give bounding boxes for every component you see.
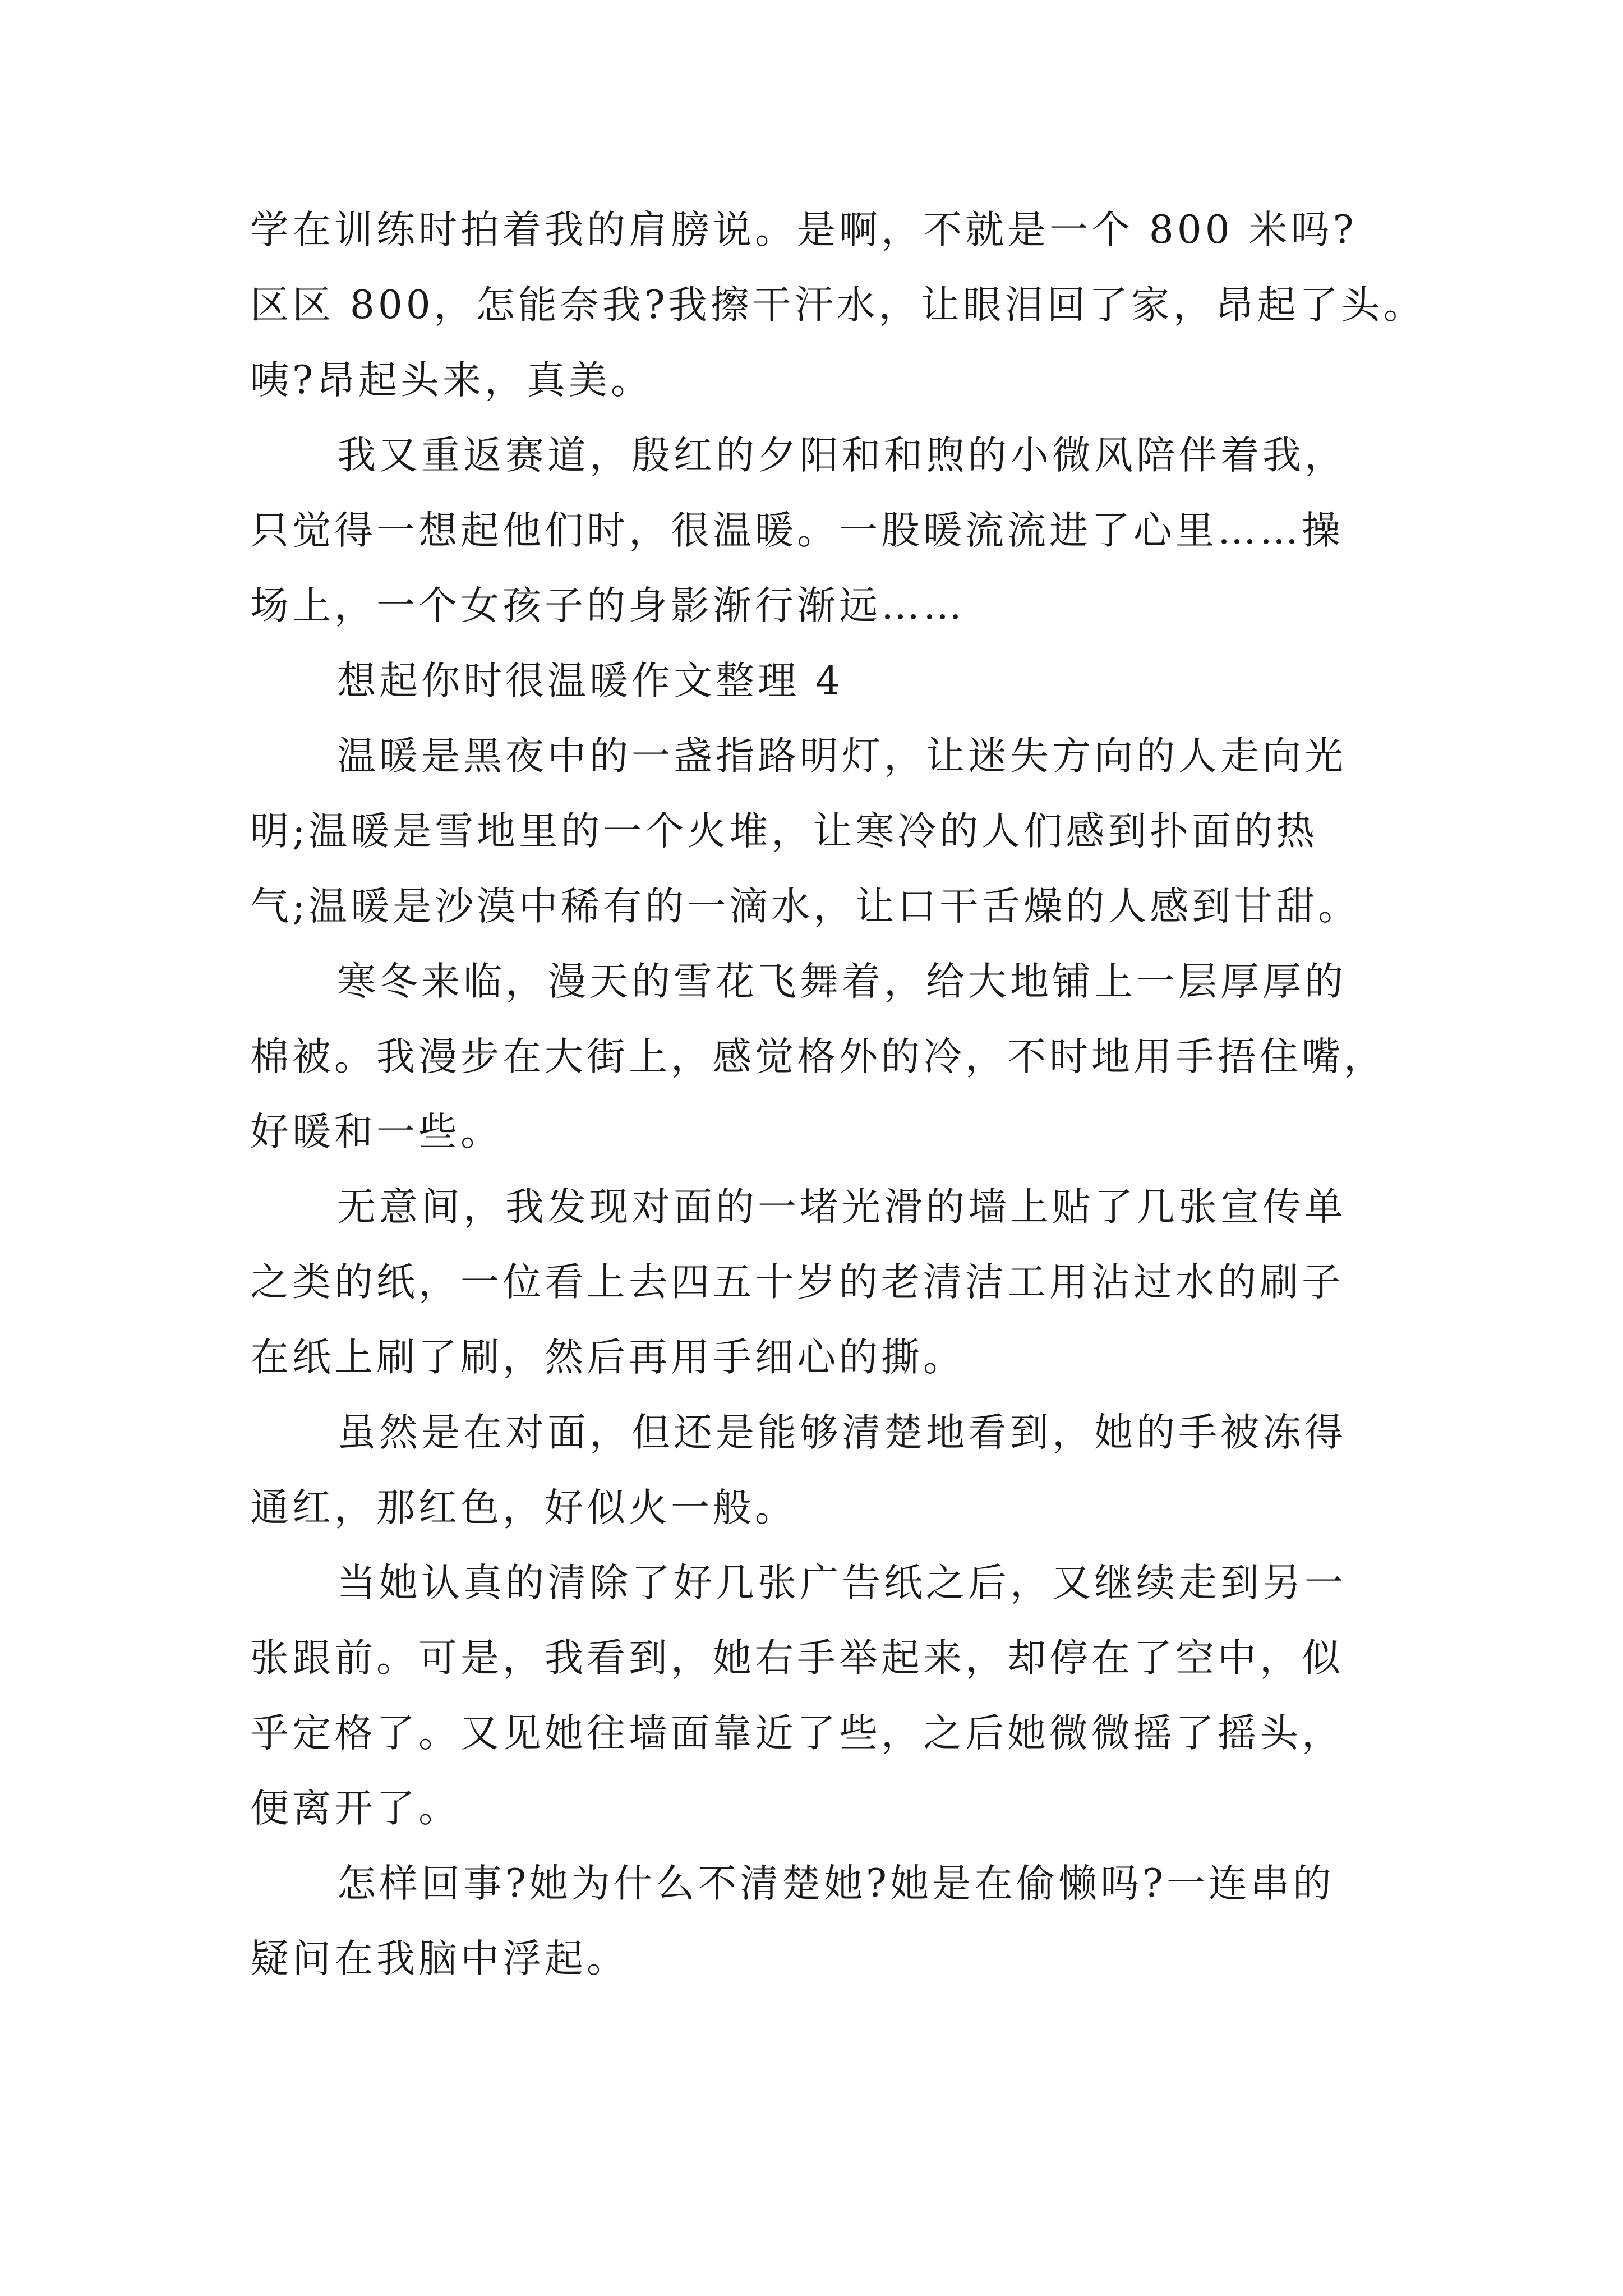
text-line: 通红，那红色，好似火一般。	[250, 1485, 797, 1530]
text-line: 明;温暖是雪地里的一个火堆，让寒冷的人们感到扑面的热	[250, 809, 1318, 854]
text-line: 好暖和一些。	[250, 1110, 502, 1154]
section-title: 想起你时很温暖作文整理 4	[337, 659, 843, 703]
text-line: 棉被。我漫步在大街上，感觉格外的冷，不时地用手捂住嘴，	[250, 1034, 1386, 1079]
text-line: 咦?昂起头来，真美。	[250, 358, 653, 403]
text-line: 场上，一个女孩子的身影渐行渐远……	[250, 583, 965, 628]
text-line: 张跟前。可是，我看到，她右手举起来，却停在了空中，似	[250, 1636, 1344, 1681]
paragraph-start-line: 无意间，我发现对面的一堵光滑的墙上贴了几张宣传单	[337, 1185, 1347, 1230]
paragraph-start-line: 温暖是黑夜中的一盏指路明灯，让迷失方向的人走向光	[337, 734, 1347, 779]
text-line: 气;温暖是沙漠中稀有的一滴水，让口干舌燥的人感到甘甜。	[250, 884, 1361, 929]
text-line: 区区 800，怎能奈我?我擦干汗水，让眼泪回了家，昂起了头。	[250, 283, 1426, 328]
text-line: 之类的纸，一位看上去四五十岁的老清洁工用沾过水的刷子	[250, 1260, 1344, 1305]
text-line: 在纸上刷了刷，然后再用手细心的撕。	[250, 1335, 965, 1380]
paragraph-start-line: 怎样回事?她为什么不清楚她?她是在偷懒吗?一连串的	[337, 1861, 1335, 1906]
paragraph-start-line: 当她认真的清除了好几张广告纸之后，又继续走到另一	[337, 1561, 1347, 1605]
text-line: 便离开了。	[250, 1786, 460, 1831]
text-line: 疑问在我脑中浮起。	[250, 1936, 629, 1981]
text-line: 只觉得一想起他们时，很温暖。一股暖流流进了心里……操	[250, 508, 1344, 553]
paragraph-start-line: 我又重返赛道，殷红的夕阳和和煦的小微风陪伴着我，	[337, 433, 1347, 478]
text-line: 学在训练时拍着我的肩膀说。是啊，不就是一个 800 米吗?	[250, 208, 1357, 252]
text-line: 乎定格了。又见她往墙面靠近了些，之后她微微摇了摇头，	[250, 1711, 1344, 1756]
paragraph-start-line: 寒冬来临，漫天的雪花飞舞着，给大地铺上一层厚厚的	[337, 959, 1347, 1004]
paragraph-start-line: 虽然是在对面，但还是能够清楚地看到，她的手被冻得	[337, 1410, 1347, 1455]
